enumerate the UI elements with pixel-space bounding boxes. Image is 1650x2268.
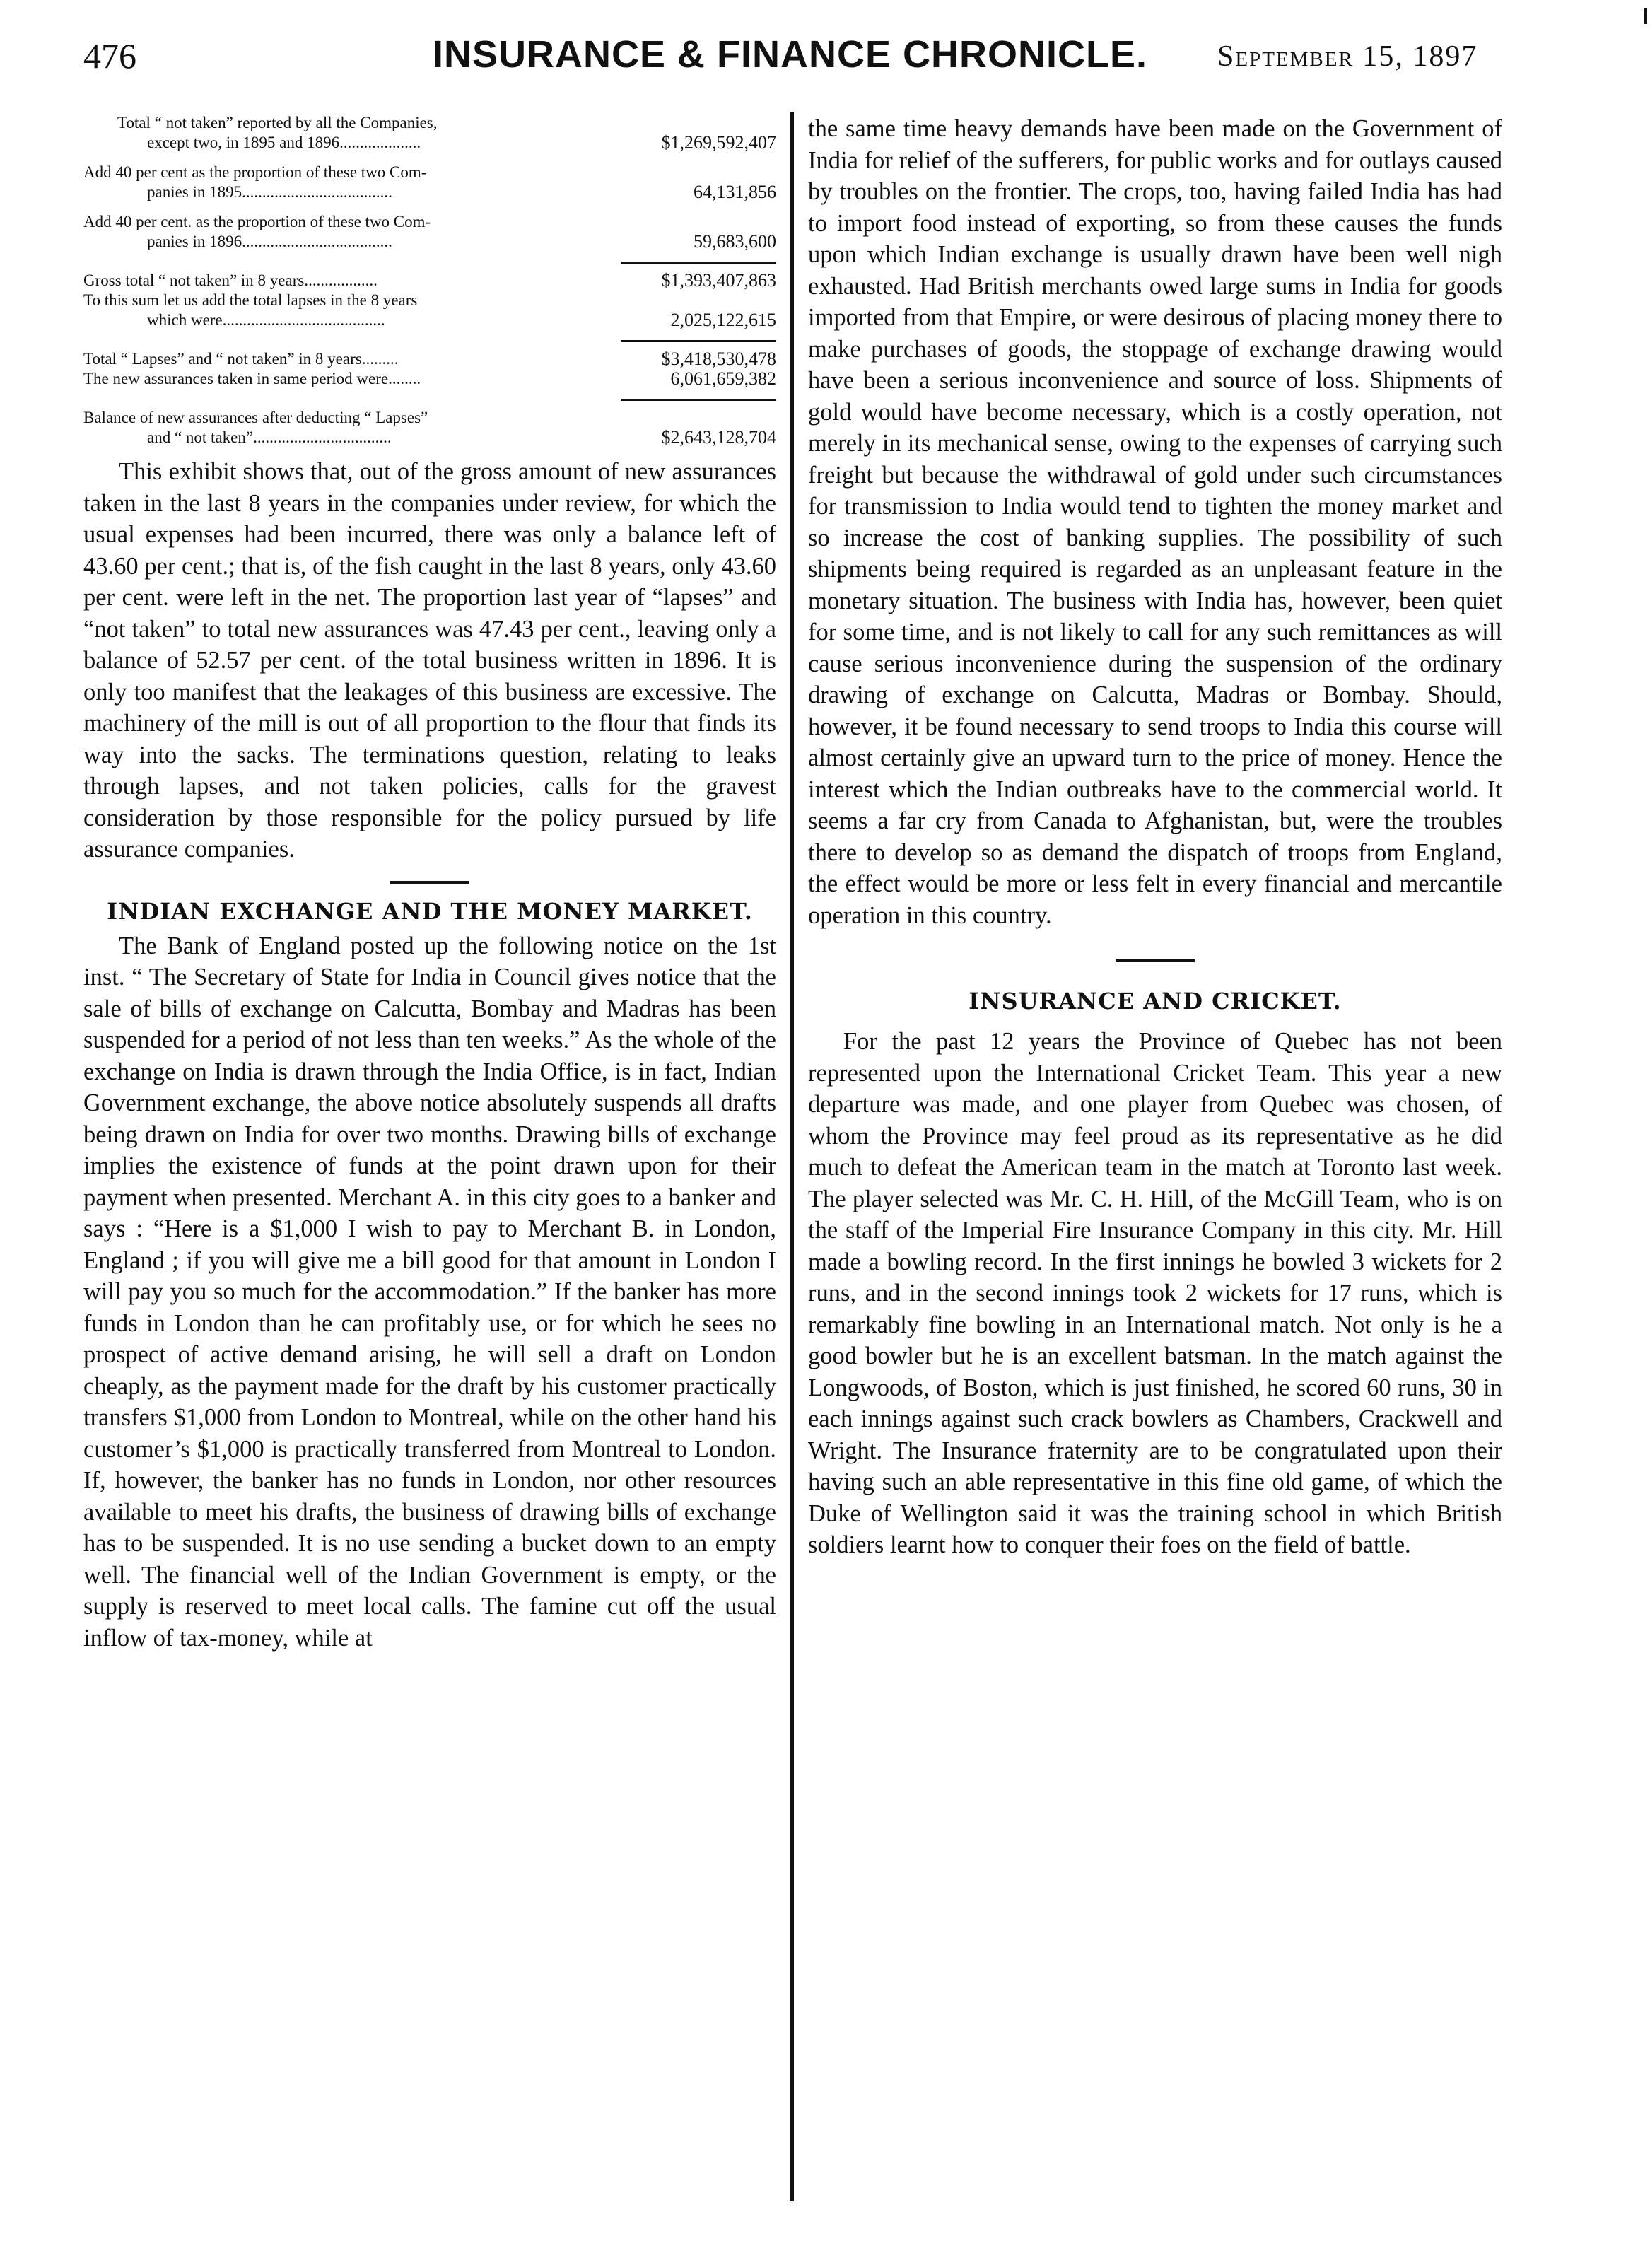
figure-label: Gross total “ not taken” in 8 years.................. [83, 271, 378, 289]
figure-row [83, 212, 776, 252]
figure-row [83, 163, 776, 202]
figure-label: Add 40 per cent. as the proportion of these two Com- [83, 213, 431, 230]
sum-rule [621, 399, 776, 401]
figure-row [83, 271, 776, 310]
figure-value: $2,643,128,704 [661, 427, 776, 448]
figure-label: Balance of new assurances after deducting “ Lapses” [83, 409, 428, 426]
section-heading-insurance-cricket: INSURANCE AND CRICKET. [969, 988, 1342, 1015]
figure-value: 2,025,122,615 [670, 310, 776, 330]
statistics-table [83, 113, 776, 448]
exhibit-paragraph: This exhibit shows that, out of the gross amount of new assurances taken in the last 8 years in the companies under review, for which the usual expenses had been incurred, there was only a balance left of 43.60 per cent.; that is, of the fish caught in the last 8 years, only 43.60 per cent. were left in the net. The proportion last year of “lapses” and “not taken” to total new assurances was 47.43 per cent., leaving only a balance of 52.57 per cent. of the total business written in 1896. It is only too manifest that the leakages of this business are excessive. The machinery of the mill is out of all proportion to the flour that finds its way into the sacks. The terminations question, relating to leaks through lapses, and not taken policies, calls for the gravest consideration by those responsible for the policy pursued by life assurance companies. [83, 458, 776, 863]
figure-label: panies in 1895..................................... [147, 183, 392, 201]
page-number: 476 [83, 36, 136, 76]
figure-label: Total “ not taken” reported by all the Companies, [117, 114, 438, 131]
figure-value: 59,683,600 [694, 231, 776, 252]
figure-row [83, 349, 776, 389]
indian-exchange-paragraph: The Bank of England posted up the following notice on the 1st inst. “ The Secretary of State for India in Council gives notice that the sale of bills of exchange on Calcutta, Bombay and Madras has been suspended for a period of not less than ten weeks.” As the whole of the exchange on India is drawn through the India Office, is in fact, Indian Government exchange, the above notice absolutely suspends all drafts being drawn on India for over two months. Drawing bills of exchange implies the existence of funds at the point drawn upon for their payment when presented. Merchant A. in this city goes to a banker and says : “Here is a $1,000 I wish to pay to Merchant B. in London, England ; if you will give me a bill good for that amount in London I will pay you so much for the accommodation.” If the banker has more funds in London than he can profitably use, or for which he sees no prospect of active demand arising, he will sell a draft on London cheaply, as the payment made for the draft by his customer practically transfers $1,000 from London to Montreal, while on the other hand his customer’s $1,000 is practically transferred from Montreal to London. If, however, the banker has no funds in London, nor other resources available to meet his drafts, the business of drawing bills of exchange has to be suspended. It is no use sending a bucket down to an empty well. The financial well of the Indian Government is empty, or the supply is reserved to meet local calls. The famine cut off the usual inflow of tax-money, while at [83, 932, 776, 1652]
figure-value: $1,393,407,863 [661, 270, 776, 291]
figure-value: $3,418,530,478 [661, 349, 776, 369]
issue-date: September 15, 1897 [1217, 40, 1478, 73]
left-column [83, 113, 776, 1654]
figure-row [83, 113, 776, 153]
figure-value: 6,061,659,382 [670, 368, 776, 389]
publication-title: INSURANCE & FINANCE CHRONICLE. [433, 33, 1148, 76]
sum-rule [621, 262, 776, 264]
insurance-cricket-paragraph: For the past 12 years the Province of Quebec has not been represented upon the International Cricket Team. This year a new departure was made, and one player from Quebec was chosen, of whom the Province may feel proud as its representative as he did much to defeat the American team in the match at Toronto last week. The player selected was Mr. C. H. Hill, of the McGill Team, who is on the staff of the Imperial Fire Insurance Company in this city. Mr. Hill made a bowling record. In the first innings he bowled 3 wickets for 2 runs, and in the second innings took 2 wickets for 17 runs, which is remarkably fine bowling in an International match. Not only is he a good bowler but he is an excellent batsman. In the match against the Longwoods, of Boston, which is just finished, he scored 60 runs, 30 in each innings against such crack bowlers as Chambers, Crackwell and Wright. The Insurance fraternity are to be congratulated upon their having such an able representative in this fine old game, of which the Duke of Wellington said it was the training school in which British soldiers learnt how to conquer their foes on the field of battle. [808, 1028, 1502, 1558]
sum-rule [621, 340, 776, 342]
column-divider [790, 112, 794, 2201]
section-heading-indian-exchange: INDIAN EXCHANGE AND THE MONEY MARKET. [107, 897, 753, 925]
section-rule [1116, 959, 1195, 962]
figure-value: 64,131,856 [694, 182, 776, 202]
figure-label: except two, in 1895 and 1896.................... [147, 134, 421, 151]
figure-label: To this sum let us add the total lapses in the 8 years [83, 291, 418, 309]
figure-value: $1,269,592,407 [661, 132, 776, 153]
figure-label: and “ not taken”.................................. [147, 428, 392, 446]
figure-label: which were........................................ [147, 311, 385, 329]
edge-mark [1644, 8, 1647, 24]
figure-label: Total “ Lapses” and “ not taken” in 8 years......... [83, 350, 399, 368]
right-column [808, 113, 1502, 1561]
figure-row [83, 310, 776, 330]
section-rule [390, 881, 469, 884]
continued-paragraph: the same time heavy demands have been made on the Government of India for relief of the sufferers, for public works and for outlays caused by troubles on the frontier. The crops, too, having failed India has had to import food instead of exporting, so from these causes the funds upon which Indian exchange is usually drawn have been well nigh exhausted. Had British merchants owed large sums in India for goods imported from that Empire, or were desirous of placing money there to make purchases of goods, the stoppage of exchange drawing would have been a serious inconvenience and source of loss. Shipments of gold would have become necessary, which is a costly operation, not merely in its mechanical sense, owing to the expenses of carrying such freight but because the withdrawal of gold under such circumstances for transmission to India would tend to tighten the money market and so increase the cost of banking supplies. The possibility of such shipments being required is regarded as an unpleasant feature in the monetary situation. The business with India has, however, been quiet for some time, and is not likely to call for any such remittances as will cause serious inconvenience during the suspension of the ordinary drawing of exchange on Calcutta, Madras or Bombay. Should, however, it be found necessary to send troops to India this course will almost certainly give an upward turn to the price of money. Hence the interest which the Indian outbreaks have to the commercial world. It seems a far cry from Canada to Afghanistan, but, were the troubles there to develop so as demand the dispatch of troops from England, the effect would be more or less felt in every financial and mercantile operation in this country. [808, 115, 1502, 929]
figure-label: The new assurances taken in same period were........ [83, 370, 421, 387]
figure-label: Add 40 per cent as the proportion of these two Com- [83, 163, 427, 181]
figure-row [83, 408, 776, 448]
figure-label: panies in 1896..................................... [147, 233, 392, 250]
